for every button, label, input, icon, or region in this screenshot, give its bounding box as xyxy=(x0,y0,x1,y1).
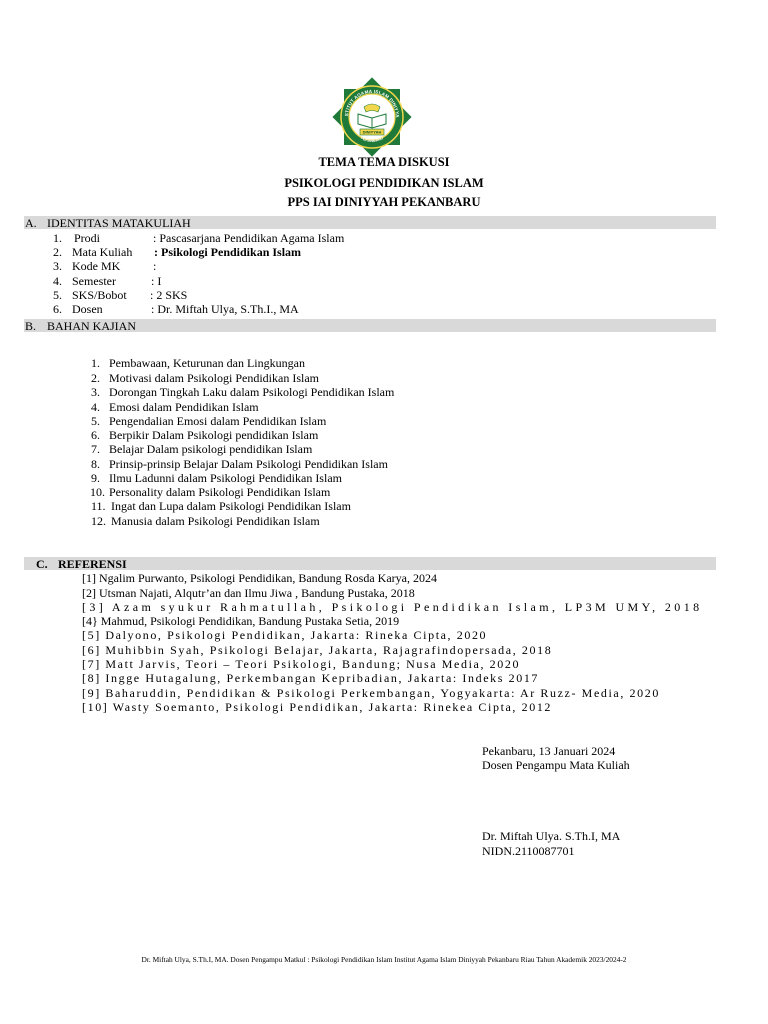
list-item: Emosi dalam Pendidikan Islam xyxy=(109,400,259,414)
reference-item: [6] Muhibbin Syah, Psikologi Belajar, Jakarta, Rajagrafindopersada, 2018 xyxy=(82,643,553,657)
section-c-letter: C. xyxy=(36,557,48,571)
list-item-number: 3. xyxy=(91,385,100,399)
reference-item: [9] Baharuddin, Pendidikan & Psikologi Perkembangan, Yogyakarta: Ar Ruzz- Media, 2020 xyxy=(82,686,660,700)
page-footer: Dr. Miftah Ulya, S.Th.I, MA. Dosen Pengampu Matkul : Psikologi Pendidikan Islam Institut Agama Islam Diniyyah Pekanbaru Riau Tahun Akademik 2023/2024-2 xyxy=(141,955,627,964)
list-item: Ilmu Ladunni dalam Psikologi Pendidikan Islam xyxy=(109,471,342,485)
signatory-nidn: NIDN.2110087701 xyxy=(482,844,575,858)
reference-item: [10] Wasty Soemanto, Psikologi Pendidikan, Jakarta: Rinekea Cipta, 2012 xyxy=(82,700,553,714)
reference-item: [4} Mahmud, Psikologi Pendidikan, Bandung Pustaka Setia, 2019 xyxy=(82,614,400,628)
list-item: Pembawaan, Keturunan dan Lingkungan xyxy=(109,356,305,370)
list-item: Motivasi dalam Psikologi Pendidikan Islam xyxy=(109,371,319,385)
list-item: Pengendalian Emosi dalam Pendidikan Islam xyxy=(109,414,327,428)
reference-item: [2] Utsman Najati, Alqutr’an dan Ilmu Jiwa , Bandung Pustaka, 2018 xyxy=(82,586,415,600)
reference-item: [8] Ingge Hutagalung, Perkembangan Kepribadian, Jakarta: Indeks 2017 xyxy=(82,671,540,685)
document-title: TEMA TEMA DISKUSI xyxy=(318,155,450,169)
list-item-number: 4. xyxy=(91,400,100,414)
reference-item: [7] Matt Jarvis, Teori – Teori Psikologi, Bandung; Nusa Media, 2020 xyxy=(82,657,521,671)
identitas-value: : xyxy=(153,259,157,273)
identitas-label: SKS/Bobot xyxy=(72,288,127,302)
identitas-label: Kode MK xyxy=(72,259,121,273)
list-item-number: 8. xyxy=(91,457,100,471)
institution-logo xyxy=(329,74,415,160)
section-c-bar xyxy=(24,557,716,570)
identitas-label: Prodi xyxy=(74,231,101,245)
list-item: Personality dalam Psikologi Pendidikan Islam xyxy=(109,485,331,499)
reference-item: [1] Ngalim Purwanto, Psikologi Pendidikan, Bandung Rosda Karya, 2024 xyxy=(82,571,437,585)
identitas-label: Dosen xyxy=(72,302,103,316)
identitas-num: 5. xyxy=(53,288,62,302)
identitas-value: : I xyxy=(151,274,162,288)
list-item: Prinsip-prinsip Belajar Dalam Psikologi Pendidikan Islam xyxy=(109,457,388,471)
identitas-num: 4. xyxy=(53,274,62,288)
list-item: Manusia dalam Psikologi Pendidikan Islam xyxy=(111,514,320,528)
list-item-number: 9. xyxy=(91,471,100,485)
list-item-number: 10. xyxy=(90,485,105,499)
section-c-title: REFERENSI xyxy=(58,557,127,571)
section-b-letter: B. xyxy=(25,319,37,333)
reference-item: [3] Azam syukur Rahmatullah, Psikologi Pendidikan Islam, LP3M UMY, 2018 xyxy=(82,600,703,614)
identitas-num: 1. xyxy=(53,231,62,245)
section-b-title: BAHAN KAJIAN xyxy=(47,319,136,333)
list-item-number: 1. xyxy=(91,356,100,370)
identitas-num: 3. xyxy=(53,259,62,273)
list-item-number: 12. xyxy=(91,514,106,528)
list-item-number: 11. xyxy=(91,499,106,513)
identitas-num: 2. xyxy=(53,245,62,259)
section-a-title: IDENTITAS MATAKULIAH xyxy=(47,216,191,230)
logo-ring-text: STITUT AGAMA ISLAM DINIYYA xyxy=(343,88,401,118)
identitas-label: Semester xyxy=(72,274,116,288)
reference-item: [5] Dalyono, Psikologi Pendidikan, Jakarta: Rineka Cipta, 2020 xyxy=(82,628,488,642)
identitas-value: : Psikologi Pendidikan Islam xyxy=(154,245,302,259)
section-a-letter: A. xyxy=(25,216,37,230)
list-item: Belajar Dalam psikologi pendidikan Islam xyxy=(109,442,313,456)
course-title: PSIKOLOGI PENDIDIKAN ISLAM xyxy=(284,176,484,190)
identitas-value: : Pascasarjana Pendidikan Agama Islam xyxy=(153,231,345,245)
identitas-label: Mata Kuliah xyxy=(72,245,133,259)
identitas-num: 6. xyxy=(53,302,62,316)
list-item-number: 7. xyxy=(91,442,100,456)
logo-bottom-text: PEKANBARU xyxy=(359,135,385,144)
place-date: Pekanbaru, 13 Januari 2024 xyxy=(482,744,616,758)
identitas-value: : Dr. Miftah Ulya, S.Th.I., MA xyxy=(151,302,299,316)
list-item-number: 2. xyxy=(91,371,100,385)
list-item-number: 5. xyxy=(91,414,100,428)
signatory-role: Dosen Pengampu Mata Kuliah xyxy=(482,758,630,772)
list-item-number: 6. xyxy=(91,428,100,442)
list-item: Ingat dan Lupa dalam Psikologi Pendidikan Islam xyxy=(111,499,351,513)
list-item: Dorongan Tingkah Laku dalam Psikologi Pendidikan Islam xyxy=(109,385,395,399)
program-title: PPS IAI DINIYYAH PEKANBARU xyxy=(287,195,481,209)
signatory-name: Dr. Miftah Ulya. S.Th.I, MA xyxy=(482,829,621,843)
logo-banner-text: DINIYYAH xyxy=(362,129,382,135)
list-item: Berpikir Dalam Psikologi pendidikan Islam xyxy=(109,428,319,442)
identitas-value: : 2 SKS xyxy=(150,288,188,302)
